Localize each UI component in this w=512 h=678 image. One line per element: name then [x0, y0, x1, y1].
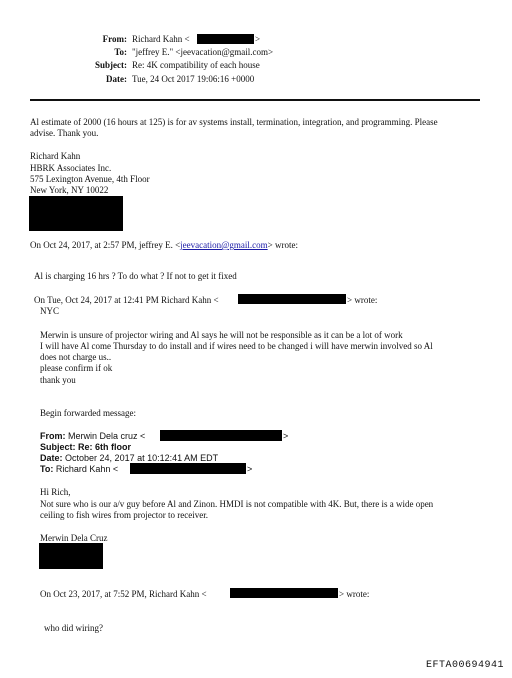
email-link[interactable]: jeevacation@gmail.com — [180, 240, 268, 250]
redaction-block — [230, 588, 338, 598]
from-name: Richard Kahn < — [132, 34, 190, 44]
quote-intro-suffix: > wrote: — [339, 589, 370, 599]
quote-line: Merwin is unsure of projector wiring and Al says he will not be responsible as it can be a lot of work — [40, 330, 403, 340]
quote-intro-prefix: On Oct 24, 2017, at 2:57 PM, jeffrey E. < — [30, 240, 181, 250]
body-line: advise. Thank you. — [30, 128, 99, 138]
from-value — [132, 34, 190, 45]
quote-intro-suffix: > wrote: — [267, 240, 298, 250]
fwd-greeting: Hi Rich, — [40, 487, 71, 497]
fwd-signature: Merwin Dela Cruz — [40, 533, 108, 543]
fwd-to-value: Richard Kahn < — [55, 464, 119, 474]
forward-heading: Begin forwarded message: — [40, 408, 136, 418]
quote-intro: On Tue, Oct 24, 2017 at 12:41 PM Richard Kahn < — [34, 295, 219, 305]
fwd-date-label: Date: — [40, 453, 63, 463]
signature-line: New York, NY 10022 — [30, 185, 109, 195]
fwd-subject-label: Subject: — [40, 442, 76, 452]
redaction-block — [39, 543, 103, 569]
signature-line: 575 Lexington Avenue, 4th Floor — [30, 174, 150, 184]
fwd-body-line: ceiling to fish wires from projector to receiver. — [40, 510, 208, 520]
redaction-block — [29, 196, 123, 231]
fwd-to-tail: > — [247, 464, 253, 474]
fwd-from-tail: > — [283, 431, 289, 441]
quote-line: thank you — [40, 375, 76, 385]
quote-line: I will have Al come Thursday to do install and if wires need to be changed i will have merwin involved so Al — [40, 341, 433, 351]
fwd-subject — [40, 442, 131, 453]
fwd-to-label: To: — [40, 464, 54, 474]
subject-value: Re: 4K compatibility of each house — [132, 60, 260, 70]
fwd-from — [40, 431, 145, 442]
quote-text: Al is charging 16 hrs ? To do what ? If not to get it fixed — [34, 271, 237, 281]
from-tail: > — [255, 34, 261, 44]
bates-number: EFTA00694941 — [425, 660, 504, 671]
redaction-block — [238, 294, 346, 304]
signature-line: HBRK Associates Inc. — [30, 163, 112, 173]
quote-text: who did wiring? — [44, 623, 103, 633]
from-label: From: — [102, 34, 127, 44]
quote-line: NYC — [40, 306, 60, 316]
quote-line: please confirm if ok — [40, 363, 113, 373]
to-label: To: — [114, 47, 127, 57]
subject-label: Subject: — [95, 60, 127, 70]
fwd-body-line: Not sure who is our a/v guy before Al and Zinon. HMDI is not compatible with 4K. But, there is a wide open — [40, 499, 434, 509]
fwd-from-label: From: — [40, 431, 66, 441]
quote-intro-suffix: > wrote: — [347, 295, 378, 305]
quote-intro: On Oct 23, 2017, at 7:52 PM, Richard Kahn < — [40, 589, 207, 599]
quote-line: does not charge us.. — [40, 352, 112, 362]
redaction-block — [130, 463, 246, 474]
redaction-block — [160, 430, 282, 441]
body-line: Al estimate of 2000 (16 hours at 125) is for av systems install, termination, integration, and programming. Please — [30, 117, 438, 127]
fwd-date-value: October 24, 2017 at 10:12:41 AM EDT — [65, 453, 219, 463]
header-divider — [30, 99, 480, 101]
to-value: "jeffrey E." <jeevacation@gmail.com> — [132, 47, 274, 57]
fwd-to — [40, 464, 118, 475]
signature-line: Richard Kahn — [30, 151, 81, 161]
fwd-from-value: Merwin Dela cruz < — [68, 431, 146, 441]
date-label: Date: — [106, 74, 127, 84]
quote-intro — [30, 240, 298, 251]
date-value: Tue, 24 Oct 2017 19:06:16 +0000 — [132, 74, 255, 84]
fwd-subject-value: Re: 6th floor — [78, 442, 132, 452]
redaction-block — [197, 34, 254, 44]
